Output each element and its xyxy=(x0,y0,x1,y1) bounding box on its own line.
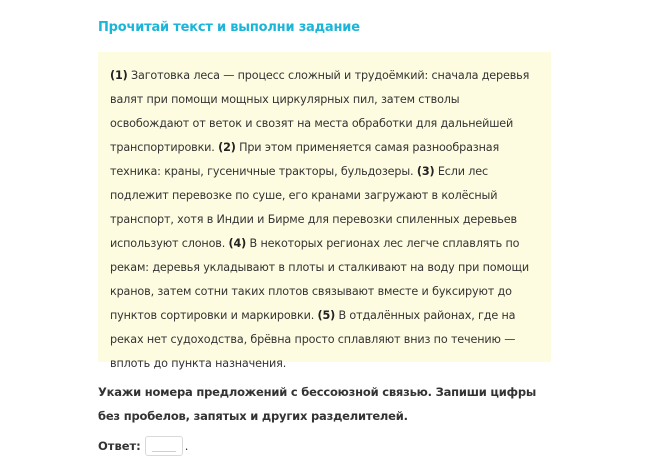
reading-text-box xyxy=(98,52,551,370)
sentence-number-5: (5) xyxy=(317,309,336,322)
sentence-number-2: (2) xyxy=(218,141,236,154)
answer-suffix: . xyxy=(184,439,189,453)
sentence-text-3: Если лес подлежит перевозке по суше, его кранами загружают в колёсный транспорт, хотя в Индии и Бирме для перевозки спиленных деревьев используют слонов. xyxy=(110,165,517,250)
sentence-text-2: При этом применяется самая разнообразная техника: краны, гусеничные тракторы, бульдозеры. xyxy=(110,141,500,178)
sentence-text-5: В отдалённых районах, где на реках нет судоходства, брёвна просто сплавляют вниз по течению — вплоть до пункта назначения. xyxy=(110,309,516,370)
answer-input[interactable] xyxy=(145,436,183,456)
sentence-number-3: (3) xyxy=(416,165,435,178)
sentence-number-4: (4) xyxy=(228,237,247,250)
task-title: Прочитай текст и выполни задание xyxy=(98,20,360,35)
sentence-number-1: (1) xyxy=(110,69,128,82)
task-instruction: Укажи номера предложений с бессоюзной связью. Запиши цифры без пробелов, запятых и других разделителей. xyxy=(98,385,537,423)
sentence-text-4: В некоторых регионах лес легче сплавлять по рекам: деревья укладывают в плоты и сталкивают на воду при помощи кранов, затем сотни таких плотов связывают вместе и буксируют до пунктов сортировки и маркировки. xyxy=(110,237,529,322)
sentence-text-1: Заготовка леса — процесс сложный и трудоёмкий: сначала деревья валят при помощи мощных циркулярных пил, затем стволы освобождают от веток и свозят на места обработки для дальнейшей транспортировки. xyxy=(110,69,530,154)
answer-label: Ответ: xyxy=(98,439,141,453)
answer-row xyxy=(98,434,188,458)
